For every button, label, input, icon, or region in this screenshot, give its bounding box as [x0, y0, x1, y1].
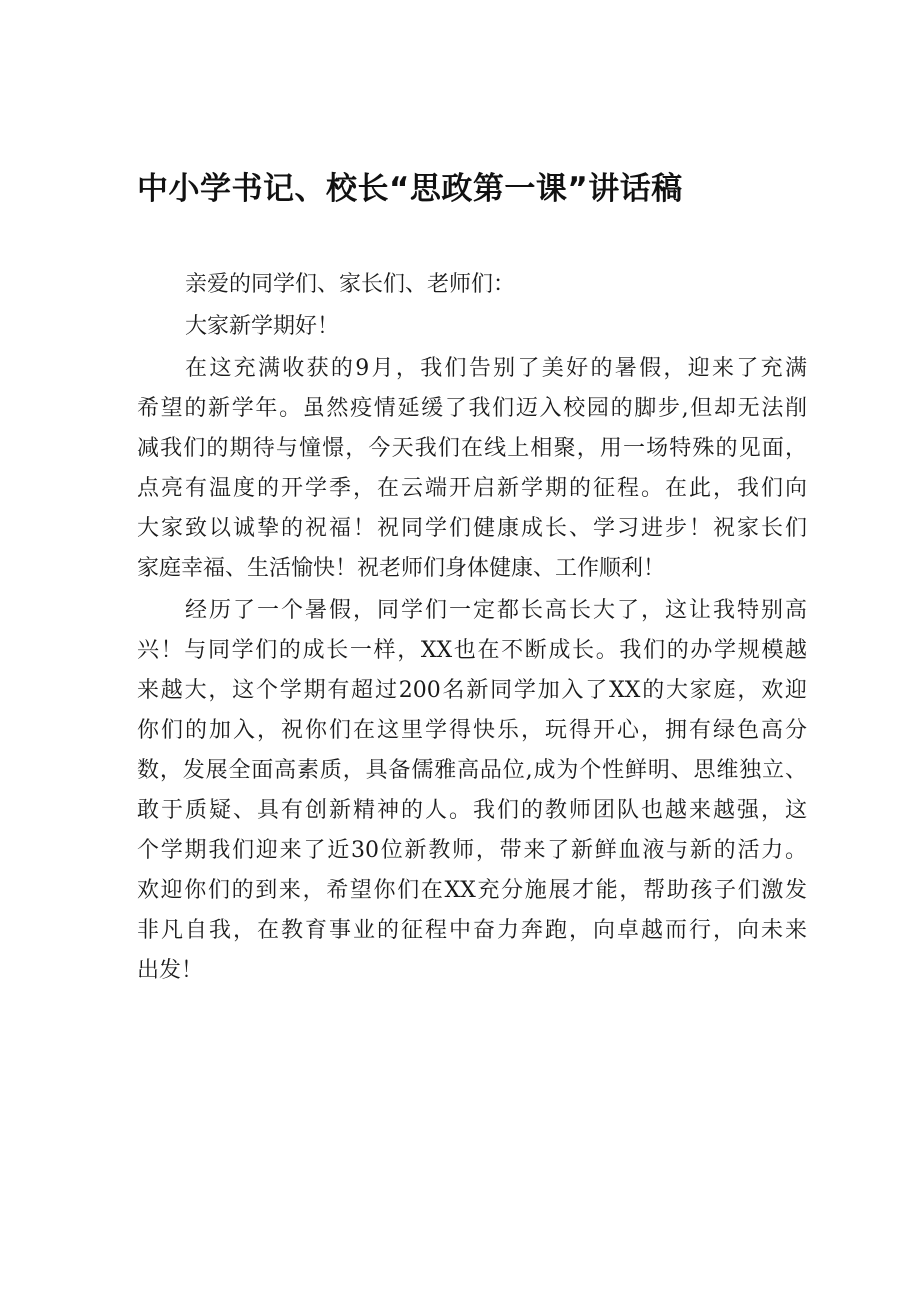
paragraph-2-line: 兴！与同学们的成长一样，XX也在不断成长。我们的办学规模越 — [137, 638, 807, 663]
salutation: 亲爱的同学们、家长们、老师们： — [185, 272, 516, 297]
paragraph-2-line: 来越大，这个学期有超过200名新同学加入了XX的大家庭，欢迎 — [137, 678, 807, 703]
document-body — [137, 265, 807, 991]
paragraph-2 — [137, 591, 807, 991]
paragraph-2-line: 经历了一个暑假，同学们一定都长高长大了，这让我特别高 — [185, 598, 807, 623]
paragraph-2-line: 欢迎你们的到来，希望你们在XX充分施展才能，帮助孩子们激发 — [137, 878, 807, 903]
paragraph-2-line: 个学期我们迎来了近30位新教师，带来了新鲜血液与新的活力。 — [137, 838, 807, 863]
paragraph-1 — [137, 349, 807, 589]
document-title: 中小学书记、校长“思政第一课”讲话稿 — [137, 171, 683, 207]
paragraph-2-line: 数，发展全面高素质，具备儒雅高品位,成为个性鲜明、思维独立、 — [137, 758, 807, 783]
paragraph-2-line: 敢于质疑、具有创新精神的人。我们的教师团队也越来越强，这 — [137, 798, 807, 823]
paragraph-1-line: 在这充满收获的9月，我们告别了美好的暑假，迎来了充满 — [185, 356, 807, 381]
paragraph-1-line: 减我们的期待与憧憬，今天我们在线上相聚，用一场特殊的见面， — [137, 436, 807, 461]
paragraph-1-line: 点亮有温度的开学季，在云端开启新学期的征程。在此，我们向 — [137, 476, 807, 501]
paragraph-2-line: 非凡自我，在教育事业的征程中奋力奔跑，向卓越而行，向未来 — [137, 918, 807, 943]
paragraph-2-line: 出发！ — [137, 958, 204, 983]
paragraph-1-line: 家庭幸福、生活愉快！祝老师们身体健康、工作顺利！ — [137, 556, 666, 581]
paragraph-2-line: 你们的加入，祝你们在这里学得快乐，玩得开心，拥有绿色高分 — [137, 718, 807, 743]
greeting: 大家新学期好！ — [185, 314, 340, 339]
paragraph-1-line: 希望的新学年。虽然疫情延缓了我们迈入校园的脚步,但却无法削 — [137, 396, 807, 421]
paragraph-1-line: 大家致以诚挚的祝福！祝同学们健康成长、学习进步！祝家长们 — [137, 516, 807, 541]
